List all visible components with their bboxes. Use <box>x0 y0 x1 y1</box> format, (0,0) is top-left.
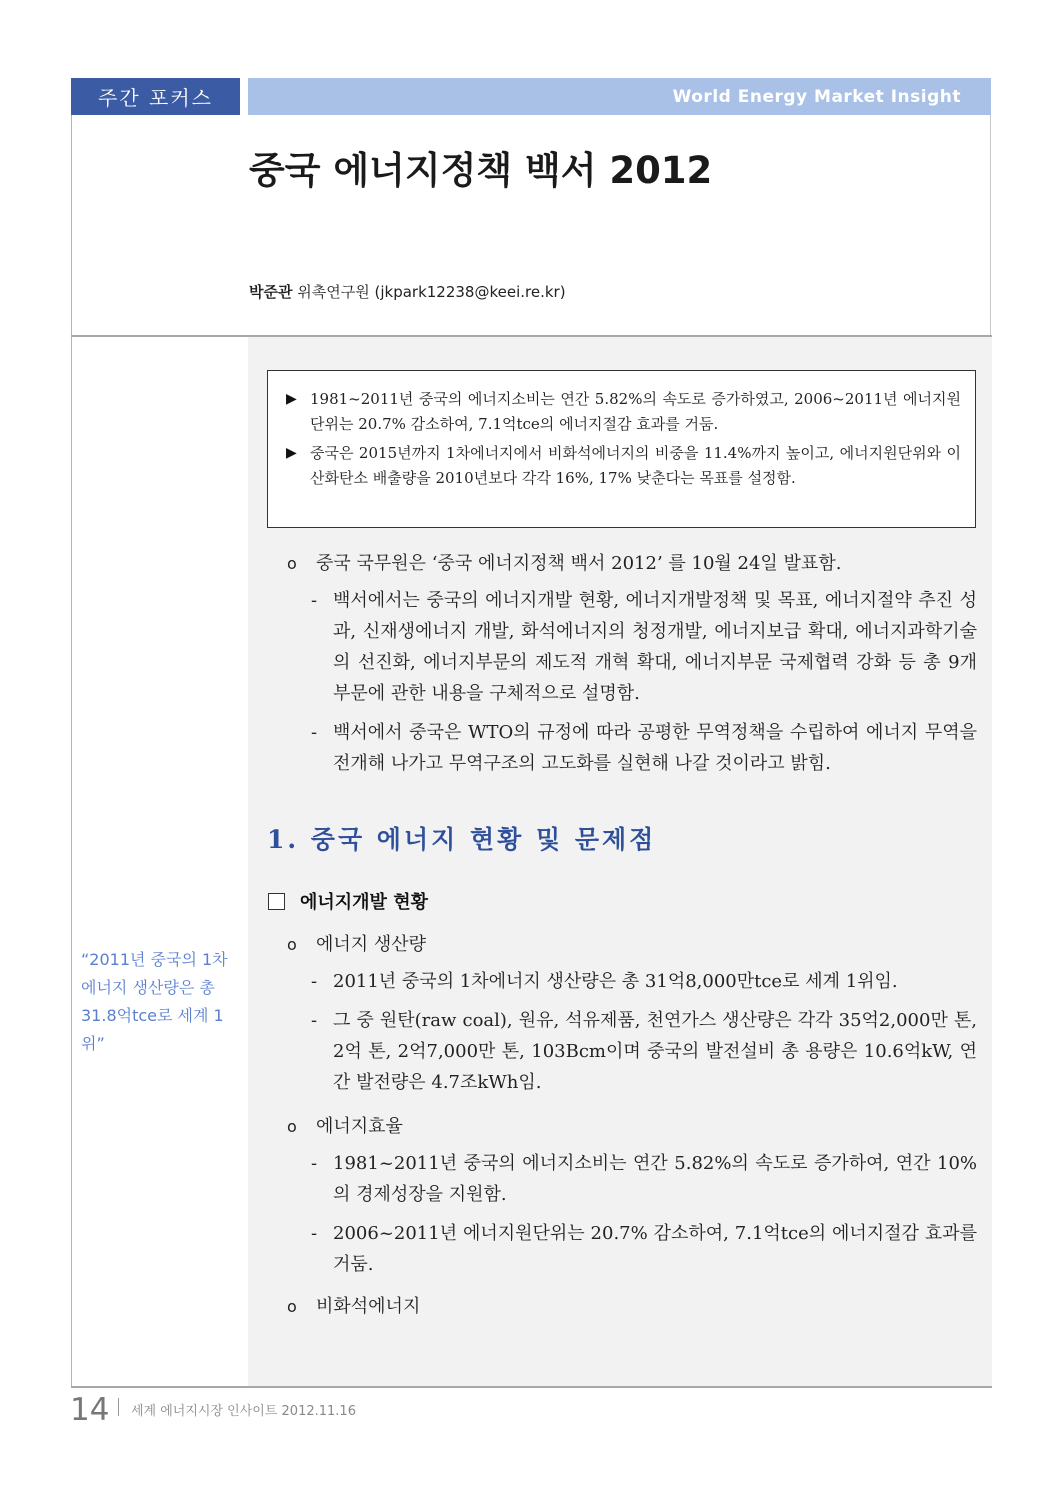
circle-bullet-icon: o <box>287 1117 297 1136</box>
author-line <box>249 281 566 302</box>
circle-bullet-icon: o <box>287 1297 297 1316</box>
triangle-bullet-icon: ▶ <box>286 391 297 407</box>
circle-bullet-icon: o <box>287 935 297 954</box>
intro-block <box>287 549 977 787</box>
summary-text: 중국은 2015년까지 1차에너지에서 비화석에너지의 비중을 11.4%까지 높이고, 에너지원단위와 이산화탄소 배출량을 2010년보다 각각 16%, 17% 낮춘다는 목표를 설정함. <box>310 444 961 487</box>
triangle-bullet-icon: ▶ <box>286 445 297 461</box>
dash-text: 그 중 원탄(raw coal), 원유, 석유제품, 천연가스 생산량은 각각 35억2,000만 톤, 2억 톤, 2억7,000만 톤, 103Bcm이며 중국의 발전설비 총 용량은 10.6억kW, 연간 발전량은 4.7조kWh임. <box>333 1010 977 1093</box>
dash-text: 백서에서 중국은 WTO의 규정에 따라 공평한 무역정책을 수립하여 에너지 무역을 전개해 나가고 무역구조의 고도화를 실현해 나갈 것이라고 밝힘. <box>333 722 977 774</box>
footer-divider <box>71 1386 992 1388</box>
checkbox-square-icon <box>268 893 285 910</box>
left-rule <box>71 115 72 1387</box>
summary-text: 1981~2011년 중국의 에너지소비는 연간 5.82%의 속도로 증가하였고, 2006~2011년 에너지원단위는 20.7% 감소하여, 7.1억tce의 에너지절감 효과를 거둠. <box>310 390 961 433</box>
page-number: 14 <box>70 1392 110 1428</box>
circle-bullet-icon: o <box>287 554 297 573</box>
list-item <box>287 1292 977 1322</box>
dash-text: 2011년 중국의 1차에너지 생산량은 총 31억8,000만tce로 세계 1위임. <box>333 971 898 992</box>
article-title: 중국 에너지정책 백서 2012 <box>249 149 713 192</box>
list-item <box>311 966 977 997</box>
list-item <box>287 1112 977 1142</box>
bullet-text: 비화석에너지 <box>316 1296 421 1317</box>
summary-item <box>286 441 961 491</box>
dash-text: 1981~2011년 중국의 에너지소비는 연간 5.82%의 속도로 증가하여, 연간 10%의 경제성장을 지원함. <box>333 1153 977 1205</box>
section-body <box>287 930 977 1328</box>
dash-text: 백서에서는 중국의 에너지개발 현황, 에너지개발정책 및 목표, 에너지절약 추진 성과, 신재생에너지 개발, 화석에너지의 청정개발, 에너지보급 확대, 에너지과학기술의 선진화, 에너지부문의 제도적 개혁 확대, 에너지부문 국제협력 강화 등 총 9개 부문에 관한 내용을 구체적으로 설명함. <box>333 590 977 704</box>
author-role: 위촉연구원 (jkpark12238@keei.re.kr) <box>297 283 566 301</box>
dash-bullet-icon: - <box>311 722 318 743</box>
footer-separator <box>118 1398 119 1416</box>
publication-banner: World Energy Market Insight <box>248 78 991 115</box>
list-item <box>311 1218 977 1280</box>
list-item <box>311 585 977 709</box>
right-rule <box>990 115 991 335</box>
list-item <box>311 1005 977 1098</box>
bullet-text: 에너지효율 <box>316 1116 403 1137</box>
dash-bullet-icon: - <box>311 971 318 992</box>
footer-publication: 세계 에너지시장 인사이트 2012.11.16 <box>131 1404 356 1419</box>
list-item <box>287 930 977 960</box>
list-item <box>287 549 977 579</box>
list-item <box>311 717 977 779</box>
dash-bullet-icon: - <box>311 590 318 611</box>
bullet-text: 에너지 생산량 <box>316 934 427 955</box>
list-item <box>311 1148 977 1210</box>
dash-bullet-icon: - <box>311 1223 318 1244</box>
dash-bullet-icon: - <box>311 1010 318 1031</box>
bullet-text: 중국 국무원은 ‘중국 에너지정책 백서 2012’ 를 10월 24일 발표함. <box>316 553 842 574</box>
summary-box <box>267 370 976 528</box>
subsection-heading <box>268 888 428 914</box>
pull-quote: “2011년 중국의 1차에너지 생산량은 총 31.8억tce로 세계 1위” <box>81 950 228 1053</box>
author-name: 박준관 <box>249 283 293 301</box>
dash-bullet-icon: - <box>311 1153 318 1174</box>
dash-text: 2006~2011년 에너지원단위는 20.7% 감소하여, 7.1억tce의 에너지절감 효과를 거둠. <box>333 1223 977 1275</box>
summary-item <box>286 387 961 437</box>
section-label: 주간 포커스 <box>71 78 240 115</box>
section-heading: 1. 중국 에너지 현황 및 문제점 <box>267 825 657 854</box>
subsection-label: 에너지개발 현황 <box>300 892 428 913</box>
